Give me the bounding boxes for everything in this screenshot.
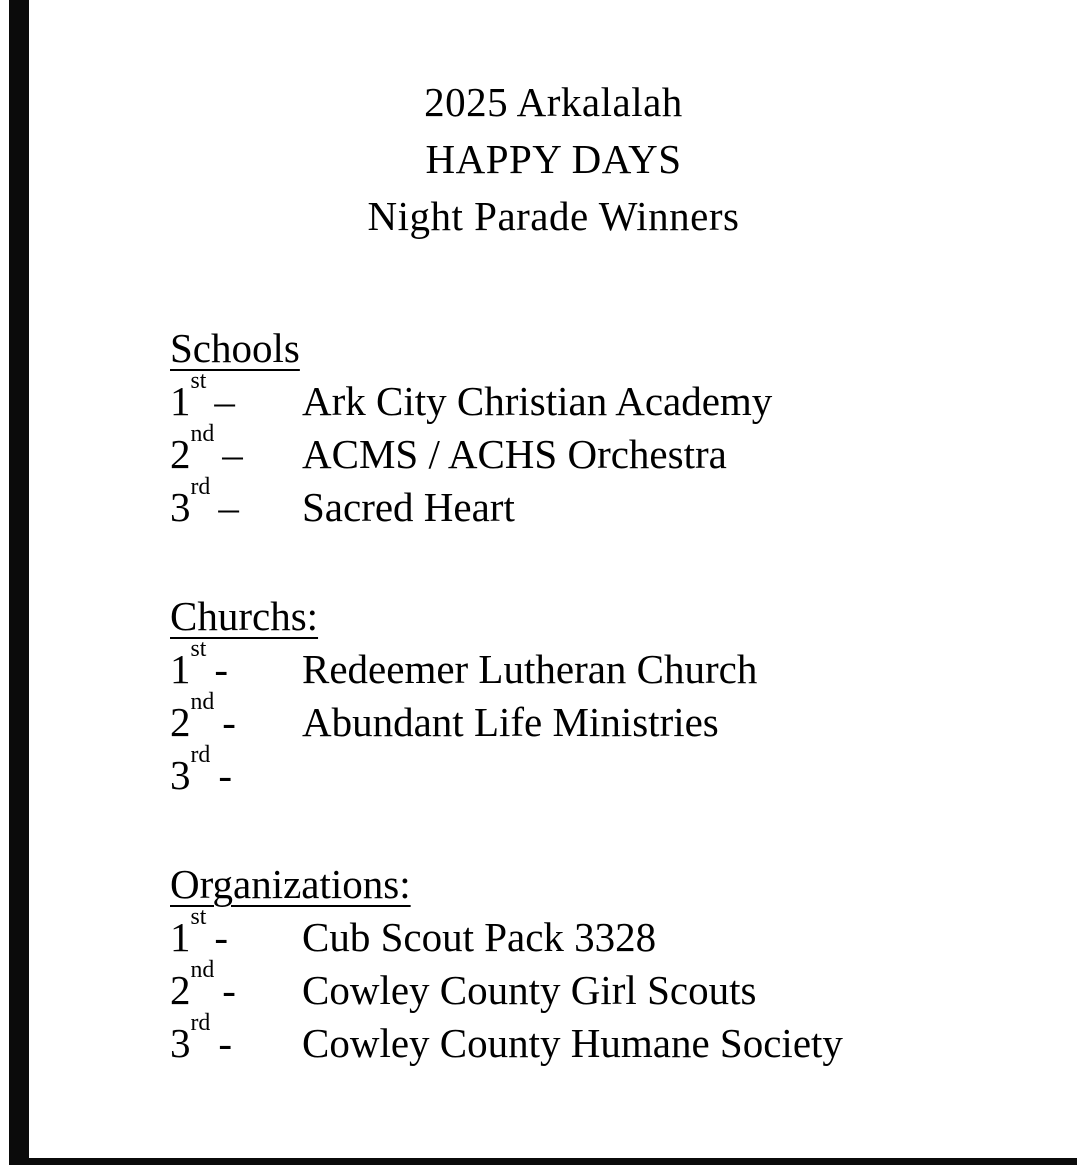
place-ordinal-suffix: st [190, 635, 207, 662]
place-number: 3 [170, 1020, 191, 1066]
place-ordinal-suffix: nd [190, 420, 215, 447]
place-number: 3 [170, 484, 191, 530]
place-number: 2 [170, 699, 191, 745]
scan-edge-left [9, 0, 29, 1165]
winner-row [170, 956, 1037, 1017]
place-number: 3 [170, 752, 191, 798]
winner-row [170, 1009, 1037, 1070]
winner-name: ACMS / ACHS Orchestra [302, 431, 727, 477]
winner-row [170, 420, 1037, 481]
place-label [170, 420, 302, 481]
place-label [170, 903, 302, 964]
place-dash: - [222, 699, 236, 745]
place-dash: - [222, 967, 236, 1013]
place-label [170, 1009, 302, 1070]
document-title [30, 74, 1077, 245]
section-heading [170, 858, 1037, 911]
place-ordinal-suffix: st [190, 367, 207, 394]
title-line-year: 2025 Arkalalah [424, 79, 683, 125]
title-line-subtitle: Night Parade Winners [367, 193, 740, 239]
winner-name: Abundant Life Ministries [302, 699, 719, 745]
place-number: 2 [170, 431, 191, 477]
place-dash: - [214, 646, 229, 692]
place-ordinal-suffix: rd [190, 1009, 211, 1036]
place-ordinal-suffix: nd [190, 688, 215, 715]
winner-name: Ark City Christian Academy [302, 378, 773, 424]
winner-row [170, 473, 1037, 534]
winner-name: Cowley County Girl Scouts [302, 967, 757, 1013]
section-heading [170, 322, 1037, 375]
title-line-event: HAPPY DAYS [425, 136, 682, 182]
place-dash: – [214, 378, 235, 424]
place-ordinal-suffix: rd [190, 741, 211, 768]
place-number: 1 [170, 914, 191, 960]
section-organizations [170, 858, 1037, 1070]
scan-edge-bottom [9, 1158, 1077, 1165]
winner-name: Cub Scout Pack 3328 [302, 914, 657, 960]
place-label [170, 635, 302, 696]
place-label [170, 688, 302, 749]
winner-row [170, 688, 1037, 749]
winner-name: Redeemer Lutheran Church [302, 646, 758, 692]
place-label [170, 473, 302, 534]
place-label [170, 367, 302, 428]
place-ordinal-suffix: rd [190, 473, 211, 500]
winner-row [170, 741, 1037, 802]
winner-row [170, 903, 1037, 964]
place-ordinal-suffix: nd [190, 956, 215, 983]
winner-name: Sacred Heart [302, 484, 515, 530]
place-dash: – [218, 484, 239, 530]
place-dash: - [214, 914, 229, 960]
place-number: 1 [170, 646, 191, 692]
place-ordinal-suffix: st [190, 903, 207, 930]
place-number: 2 [170, 967, 191, 1013]
section-heading-text: Organizations: [170, 861, 411, 907]
section-heading-text: Churchs: [170, 593, 319, 639]
winner-sections [170, 322, 1037, 1070]
place-dash: – [222, 431, 243, 477]
place-dash: - [218, 752, 232, 798]
section-churches [170, 590, 1037, 802]
winner-row [170, 635, 1037, 696]
section-schools [170, 322, 1037, 534]
place-dash: - [218, 1020, 232, 1066]
place-label [170, 956, 302, 1017]
place-number: 1 [170, 378, 191, 424]
winner-row [170, 367, 1037, 428]
section-heading-text: Schools [170, 325, 300, 371]
section-heading [170, 590, 1037, 643]
place-label [170, 741, 302, 802]
winner-name: Cowley County Humane Society [302, 1020, 843, 1066]
